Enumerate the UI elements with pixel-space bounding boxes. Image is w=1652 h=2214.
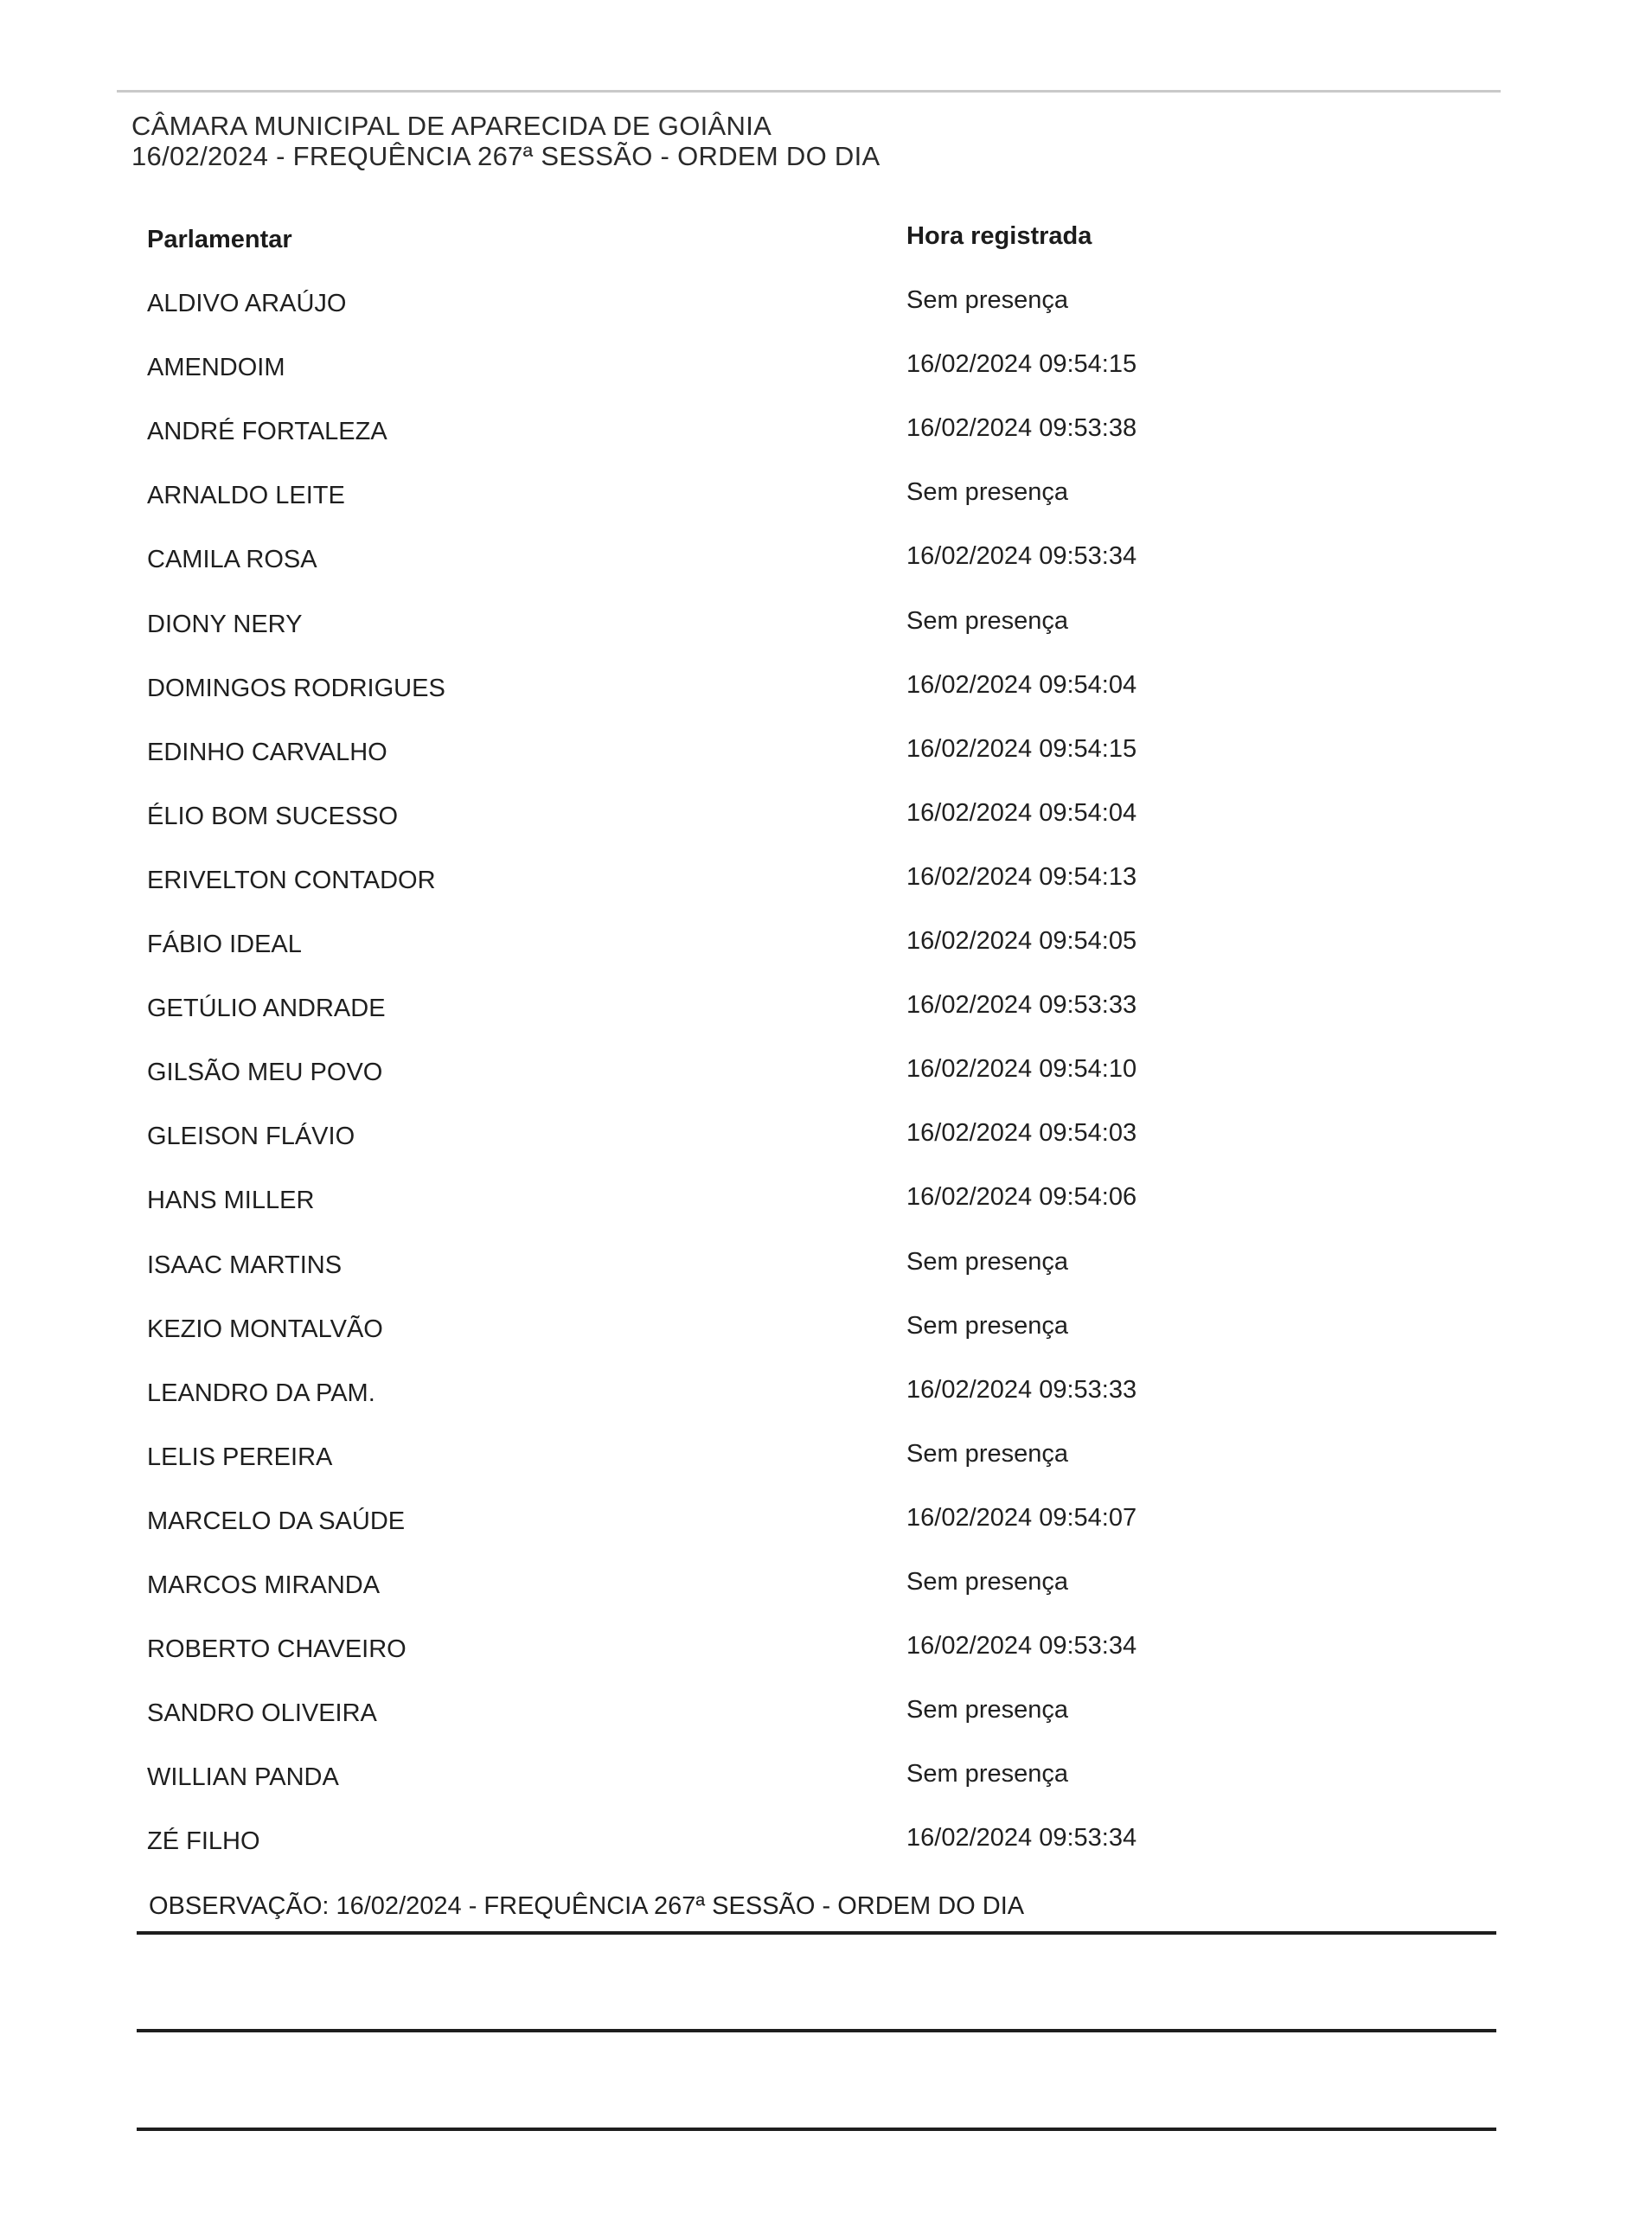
row-parlamentar-name: ROBERTO CHAVEIRO — [147, 1635, 407, 1663]
row-parlamentar-name: ANDRÉ FORTALEZA — [147, 418, 387, 445]
signature-line — [137, 2128, 1496, 2131]
row-hora-registrada: Sem presença — [906, 1248, 1068, 1276]
row-hora-registrada: Sem presença — [906, 1568, 1068, 1596]
signature-line — [137, 2029, 1496, 2032]
row-parlamentar-name: KEZIO MONTALVÃO — [147, 1315, 383, 1343]
row-parlamentar-name: GLEISON FLÁVIO — [147, 1123, 355, 1150]
row-hora-registrada: 16/02/2024 09:54:07 — [906, 1504, 1137, 1532]
row-parlamentar-name: DIONY NERY — [147, 611, 303, 638]
row-parlamentar-name: EDINHO CARVALHO — [147, 739, 387, 766]
row-parlamentar-name: WILLIAN PANDA — [147, 1763, 339, 1791]
row-parlamentar-name: MARCOS MIRANDA — [147, 1571, 381, 1599]
row-hora-registrada: Sem presença — [906, 1312, 1068, 1340]
row-hora-registrada: Sem presença — [906, 1440, 1068, 1468]
institution-title: CÂMARA MUNICIPAL DE APARECIDA DE GOIÂNIA — [131, 111, 772, 141]
session-title: 16/02/2024 - FREQUÊNCIA 267ª SESSÃO - ORDEM DO DIA — [131, 141, 880, 171]
row-parlamentar-name: ALDIVO ARAÚJO — [147, 290, 347, 317]
row-parlamentar-name: MARCELO DA SAÚDE — [147, 1507, 406, 1535]
row-parlamentar-name: ISAAC MARTINS — [147, 1251, 343, 1279]
column-header-hora-registrada: Hora registrada — [906, 222, 1092, 250]
column-header-parlamentar: Parlamentar — [147, 226, 292, 253]
row-hora-registrada: Sem presença — [906, 1696, 1068, 1724]
row-hora-registrada: 16/02/2024 09:53:34 — [906, 542, 1137, 570]
row-parlamentar-name: LELIS PEREIRA — [147, 1443, 333, 1471]
row-parlamentar-name: GILSÃO MEU POVO — [147, 1059, 383, 1086]
observation-text: OBSERVAÇÃO: 16/02/2024 - FREQUÊNCIA 267ª SESSÃO - ORDEM DO DIA — [149, 1892, 1025, 1920]
signature-line — [137, 1931, 1496, 1935]
row-hora-registrada: Sem presença — [906, 1760, 1068, 1788]
row-hora-registrada: 16/02/2024 09:53:34 — [906, 1632, 1137, 1660]
row-hora-registrada: 16/02/2024 09:54:15 — [906, 350, 1137, 378]
row-parlamentar-name: ARNALDO LEITE — [147, 482, 345, 509]
row-parlamentar-name: DOMINGOS RODRIGUES — [147, 675, 445, 702]
row-hora-registrada: 16/02/2024 09:54:04 — [906, 799, 1137, 827]
row-parlamentar-name: HANS MILLER — [147, 1187, 315, 1214]
row-parlamentar-name: CAMILA ROSA — [147, 546, 317, 573]
row-parlamentar-name: SANDRO OLIVEIRA — [147, 1699, 377, 1727]
row-parlamentar-name: AMENDOIM — [147, 354, 285, 381]
row-hora-registrada: 16/02/2024 09:53:33 — [906, 991, 1137, 1019]
row-hora-registrada: 16/02/2024 09:54:04 — [906, 671, 1137, 699]
row-parlamentar-name: GETÚLIO ANDRADE — [147, 995, 386, 1022]
row-parlamentar-name: FÁBIO IDEAL — [147, 931, 302, 958]
row-hora-registrada: 16/02/2024 09:54:03 — [906, 1119, 1137, 1147]
row-hora-registrada: 16/02/2024 09:54:13 — [906, 863, 1137, 891]
row-hora-registrada: 16/02/2024 09:53:34 — [906, 1824, 1137, 1852]
row-hora-registrada: 16/02/2024 09:54:10 — [906, 1055, 1137, 1083]
row-hora-registrada: 16/02/2024 09:54:05 — [906, 927, 1137, 955]
row-hora-registrada: Sem presença — [906, 607, 1068, 635]
row-hora-registrada: 16/02/2024 09:54:15 — [906, 735, 1137, 763]
row-parlamentar-name: ZÉ FILHO — [147, 1827, 260, 1855]
row-hora-registrada: 16/02/2024 09:54:06 — [906, 1183, 1137, 1211]
row-hora-registrada: 16/02/2024 09:53:38 — [906, 414, 1137, 442]
row-hora-registrada: Sem presença — [906, 478, 1068, 506]
row-hora-registrada: 16/02/2024 09:53:33 — [906, 1376, 1137, 1404]
row-hora-registrada: Sem presença — [906, 286, 1068, 314]
row-parlamentar-name: ÉLIO BOM SUCESSO — [147, 803, 399, 830]
row-parlamentar-name: LEANDRO DA PAM. — [147, 1379, 375, 1407]
row-parlamentar-name: ERIVELTON CONTADOR — [147, 867, 436, 894]
